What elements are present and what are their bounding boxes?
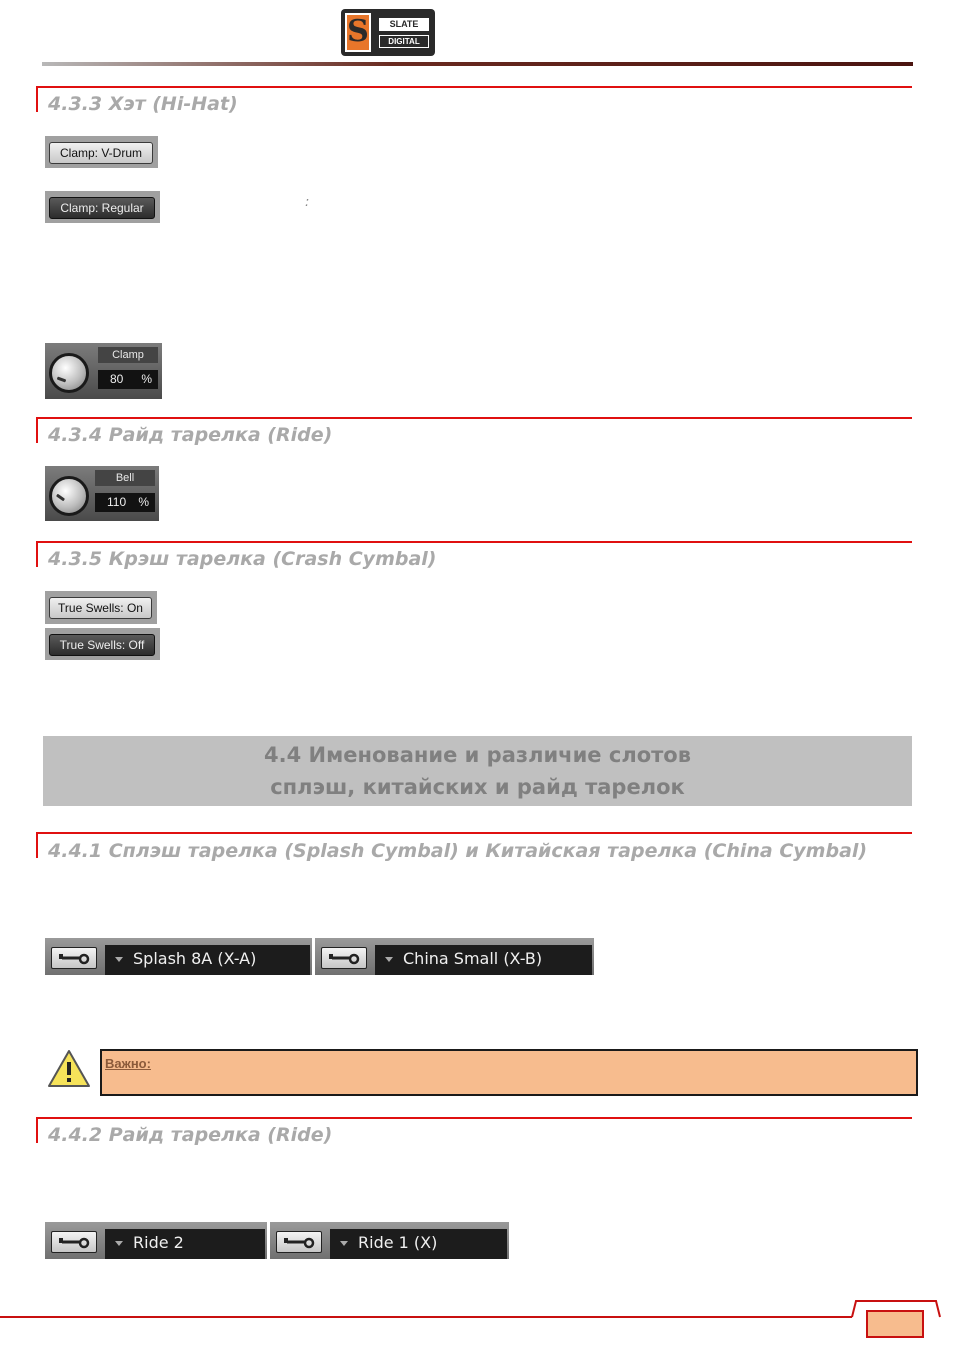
ride1-slot-selector[interactable] [330,1229,507,1259]
true-swells-on-button[interactable]: True Swells: On [49,597,152,619]
dropdown-arrow-icon [385,957,393,962]
section-tick [36,541,38,567]
clamp-vdrum-panel [45,136,158,168]
clamp-knob-label: Clamp [98,347,158,363]
knob-indicator [57,377,66,383]
ride2-slot [45,1222,267,1259]
china-slot-name: China Small (X-B) [403,949,543,968]
dropdown-arrow-icon [115,1241,123,1246]
logo-text-slate: SLATE [379,18,429,31]
true-swells-off-panel [45,628,160,660]
bell-knob-panel [45,466,159,521]
section-title-ride-slots: 4.4.2 Райд тарелка (Ride) [48,1124,333,1146]
clamp-knob-panel [45,343,162,399]
clamp-knob-unit: % [141,372,152,386]
china-slot-selector[interactable] [375,945,592,975]
knob-indicator [56,494,65,502]
header-rule [42,62,913,66]
banner-line-2: сплэш, китайских и райд тарелок [270,775,685,799]
ride2-slot-name: Ride 2 [133,1233,184,1252]
section-tick [36,417,38,443]
section-title-ride: 4.3.4 Райд тарелка (Ride) [48,424,333,446]
banner-line-1: 4.4 Именование и различие слотов [263,743,692,767]
section-rule [38,541,912,543]
splash-slot-selector[interactable] [105,945,310,975]
clamp-regular-panel [45,191,160,223]
wrench-icon [52,1232,96,1252]
section-title-splash-china: 4.4.1 Сплэш тарелка (Splash Cymbal) и Китайская тарелка (China Cymbal) [48,840,868,862]
clamp-regular-button[interactable]: Clamp: Regular [49,197,155,219]
wrench-button[interactable] [276,1231,322,1253]
clamp-knob-value: 80 [110,372,124,386]
logo-letter: S [345,13,371,52]
ride2-slot-selector[interactable] [105,1229,265,1259]
clamp-knob[interactable] [49,353,89,393]
wrench-button[interactable] [51,947,97,969]
important-note [100,1049,918,1096]
clamp-colon: : [305,195,310,210]
clamp-knob-value-box[interactable] [98,370,158,389]
bell-knob[interactable] [49,476,89,516]
wrench-icon [322,948,366,968]
section-rule [38,832,912,834]
chapter-banner [43,736,912,806]
dropdown-arrow-icon [115,957,123,962]
section-rule [38,1117,912,1119]
ride1-slot [270,1222,509,1259]
splash-slot-name: Splash 8A (X-A) [133,949,257,968]
note-label: Важно: [105,1056,151,1071]
footer-rule [0,1316,852,1318]
section-title-crash: 4.3.5 Крэш тарелка (Crash Cymbal) [48,548,437,570]
bell-knob-value: 110 [107,495,127,509]
dropdown-arrow-icon [340,1241,348,1246]
bell-knob-unit: % [138,495,149,509]
section-rule [38,417,912,419]
ride1-slot-name: Ride 1 (X) [358,1233,438,1252]
bell-knob-value-box[interactable] [95,493,155,512]
clamp-vdrum-button[interactable]: Clamp: V-Drum [49,142,153,164]
true-swells-off-button[interactable]: True Swells: Off [49,634,155,656]
logo-text-digital: DIGITAL [379,35,429,48]
wrench-button[interactable] [51,1231,97,1253]
slate-digital-logo [341,9,435,56]
section-rule [38,86,912,88]
splash-slot [45,938,312,975]
section-tick [36,86,38,112]
wrench-icon [52,948,96,968]
section-title-hihat: 4.3.3 Хэт (Hi-Hat) [48,93,238,115]
section-tick [36,832,38,858]
warning-icon [47,1049,91,1089]
section-tick [36,1117,38,1143]
china-slot [315,938,594,975]
bell-knob-label: Bell [95,470,155,486]
page-number-box [866,1310,924,1338]
true-swells-on-panel [45,591,157,624]
wrench-button[interactable] [321,947,367,969]
wrench-icon [277,1232,321,1252]
